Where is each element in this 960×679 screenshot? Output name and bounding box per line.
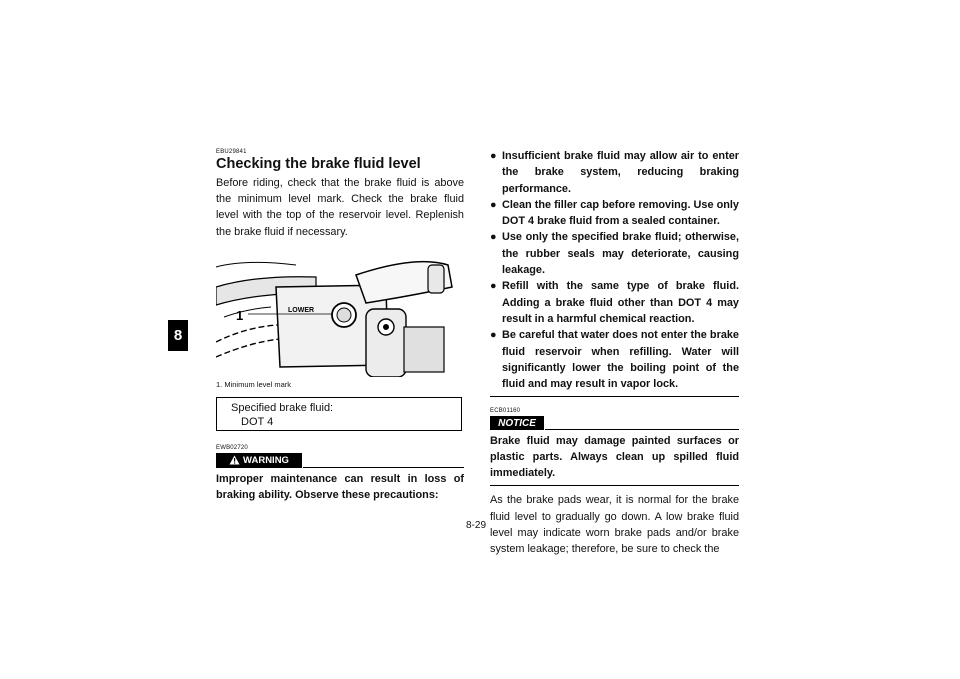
warning-triangle-icon [229, 455, 240, 465]
list-item: ● Clean the filler cap before removing. Use only DOT 4 brake fluid from a sealed container. [490, 198, 739, 228]
notice-text: Brake fluid may damage painted surfaces or plastic parts. Always clean up spilled fluid immediately. [490, 430, 739, 486]
bullet-icon: ● [490, 280, 497, 293]
spec-value: DOT 4 [241, 415, 274, 428]
right-column [490, 148, 739, 557]
list-item: ● Use only the specified brake fluid; otherwise, the rubber seals may deteriorate, causing leakage. [490, 231, 739, 277]
warning-bullet-list [490, 148, 739, 392]
notice-code: ECB01160 [490, 408, 521, 415]
spec-box [216, 397, 462, 431]
section-code: EBU29841 [216, 149, 247, 155]
warning-code: EWB02720 [216, 444, 248, 451]
section-body: Before riding, check that the brake fluid is above the minimum level mark. Check the brake fluid level with the top of the reservoir level. Replenish the brake fluid if necessary. [216, 177, 464, 238]
notice-badge: NOTICE [490, 416, 544, 430]
list-item: ● Insufficient brake fluid may allow air to enter the brake system, reducing braking performance. [490, 150, 739, 195]
list-item: ● Refill with the same type of brake fluid. Adding a brake fluid other than DOT 4 may result in a harmful chemical reaction. [490, 280, 739, 325]
callout-number: 1 [236, 307, 244, 323]
page-number: 8-29 [466, 520, 487, 531]
section-title: Checking the brake fluid level [216, 156, 421, 172]
left-column [216, 148, 464, 507]
figure-caption: 1. Minimum level mark [216, 379, 292, 389]
bullet-icon: ● [490, 231, 497, 244]
brake-reservoir-illustration [216, 247, 464, 377]
warning-header [216, 453, 464, 468]
warning-text: Improper maintenance can result in loss of braking ability. Observe these precautions: [216, 472, 464, 501]
bullet-icon: ● [490, 198, 497, 211]
list-item: ● Be careful that water does not enter the brake fluid reservoir when refilling. Water will significantly lower the boiling point of the fluid and may result in vapor lock. [490, 329, 739, 391]
bullet-icon: ● [490, 150, 497, 162]
spec-label: Specified brake fluid: [231, 401, 334, 414]
notice-header [490, 416, 739, 430]
brake-reservoir-figure [216, 247, 464, 377]
chapter-tab: 8 [168, 320, 188, 351]
wear-paragraph: As the brake pads wear, it is normal for the brake fluid level to gradually go down. A low brake fluid level may indicate worn brake pads and/or brake system leakage; therefore, be sure to check the [490, 494, 739, 556]
warning-badge-label: WARNING [243, 454, 289, 466]
warning-end-rule [490, 396, 739, 397]
warning-badge [216, 453, 302, 468]
bullet-icon: ● [490, 329, 497, 342]
lower-label: LOWER [288, 306, 315, 314]
